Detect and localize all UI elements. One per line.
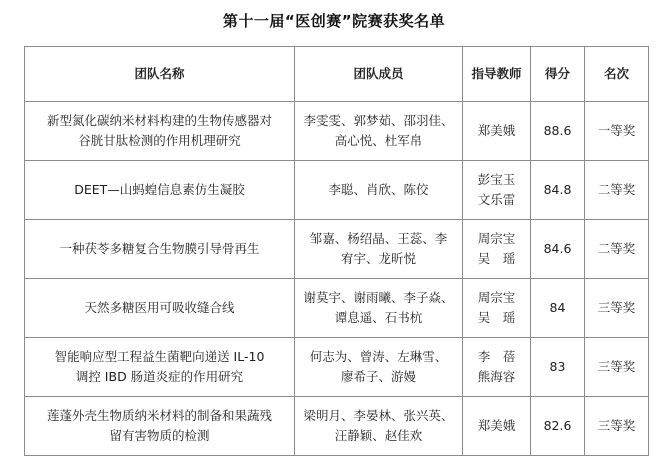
advisor-line: 吴 瑶 <box>477 251 516 266</box>
advisor-cell <box>463 102 531 161</box>
team-members-cell <box>295 397 463 456</box>
team-name-line: 莲蓬外壳生物质纳米材料的制备和果蔬残 <box>46 408 272 423</box>
team-name-line: 谷胱甘肽检测的作用机理研究 <box>78 133 241 148</box>
table-header-row <box>25 47 649 102</box>
advisor-line: 李 蓓 <box>477 349 516 364</box>
members-line: 汪静颖、赵佳欢 <box>334 428 423 443</box>
score-cell: 84 <box>531 279 585 338</box>
score-cell: 88.6 <box>531 102 585 161</box>
advisor-cell <box>463 397 531 456</box>
team-name-cell <box>25 220 295 279</box>
members-line: 李聪、肖欣、陈佼 <box>328 182 429 197</box>
team-members-cell <box>295 220 463 279</box>
rank-cell: 一等奖 <box>585 102 649 161</box>
team-name-line: DEET—山蚂蝗信息素仿生凝胶 <box>74 182 245 197</box>
header-advisor: 指导教师 <box>463 47 531 102</box>
advisor-cell <box>463 220 531 279</box>
score-cell: 84.8 <box>531 161 585 220</box>
members-line: 谭息遥、石书杭 <box>334 310 423 325</box>
rank-cell: 二等奖 <box>585 220 649 279</box>
advisor-line: 郑美娥 <box>477 123 516 138</box>
advisor-line: 彭宝玉 <box>477 172 516 187</box>
team-name-line: 天然多糖医用可吸收缝合线 <box>84 300 235 315</box>
header-team-name: 团队名称 <box>25 47 295 102</box>
members-line: 梁明月、李晏林、张兴英、 <box>303 408 454 423</box>
team-name-line: 智能响应型工程益生菌靶向递送 IL-10 <box>54 349 265 364</box>
table-row <box>25 338 649 397</box>
team-members-cell <box>295 161 463 220</box>
advisor-cell <box>463 161 531 220</box>
rank-cell: 三等奖 <box>585 397 649 456</box>
team-name-cell <box>25 161 295 220</box>
team-name-line: 留有害物质的检测 <box>109 428 210 443</box>
team-name-line: 新型氮化碳纳米材料构建的生物传感器对 <box>46 113 272 128</box>
header-score: 得分 <box>531 47 585 102</box>
members-line: 邹嘉、杨绍晶、王蕊、李 <box>309 231 448 246</box>
advisor-line: 熊海容 <box>477 369 516 384</box>
team-name-line: 调控 IBD 肠道炎症的作用研究 <box>75 369 244 384</box>
advisor-cell <box>463 279 531 338</box>
table-row <box>25 161 649 220</box>
members-line: 何志为、曾涛、左琳雪、 <box>309 349 448 364</box>
header-rank: 名次 <box>585 47 649 102</box>
team-name-cell <box>25 279 295 338</box>
table-row <box>25 397 649 456</box>
table-row <box>25 279 649 338</box>
advisor-line: 吴 瑶 <box>477 310 516 325</box>
advisor-line: 周宗宝 <box>477 231 516 246</box>
advisor-line: 郑美娥 <box>477 418 516 433</box>
score-cell: 83 <box>531 338 585 397</box>
score-cell: 84.6 <box>531 220 585 279</box>
rank-cell: 三等奖 <box>585 338 649 397</box>
table-row <box>25 220 649 279</box>
awards-table <box>24 46 649 456</box>
score-cell: 82.6 <box>531 397 585 456</box>
members-line: 宥宇、龙昕悦 <box>340 251 416 266</box>
advisor-cell <box>463 338 531 397</box>
members-line: 李雯雯、郭梦茹、邵羽佳、 <box>303 113 454 128</box>
page-title: 第十一届“医创赛”院赛获奖名单 <box>222 12 446 30</box>
team-name-cell <box>25 397 295 456</box>
header-team-members: 团队成员 <box>295 47 463 102</box>
rank-cell: 二等奖 <box>585 161 649 220</box>
advisor-line: 周宗宝 <box>477 290 516 305</box>
members-line: 谢莫宇、谢雨曦、李子焱、 <box>303 290 454 305</box>
team-name-cell <box>25 338 295 397</box>
advisor-line: 文乐雷 <box>477 192 516 207</box>
table-row <box>25 102 649 161</box>
team-name-line: 一种茯苓多糖复合生物膜引导骨再生 <box>59 241 260 256</box>
team-members-cell <box>295 338 463 397</box>
members-line: 廖希子、游嫚 <box>340 369 416 384</box>
team-members-cell <box>295 102 463 161</box>
rank-cell: 三等奖 <box>585 279 649 338</box>
team-name-cell <box>25 102 295 161</box>
members-line: 高心悦、杜军帛 <box>334 133 423 148</box>
team-members-cell <box>295 279 463 338</box>
